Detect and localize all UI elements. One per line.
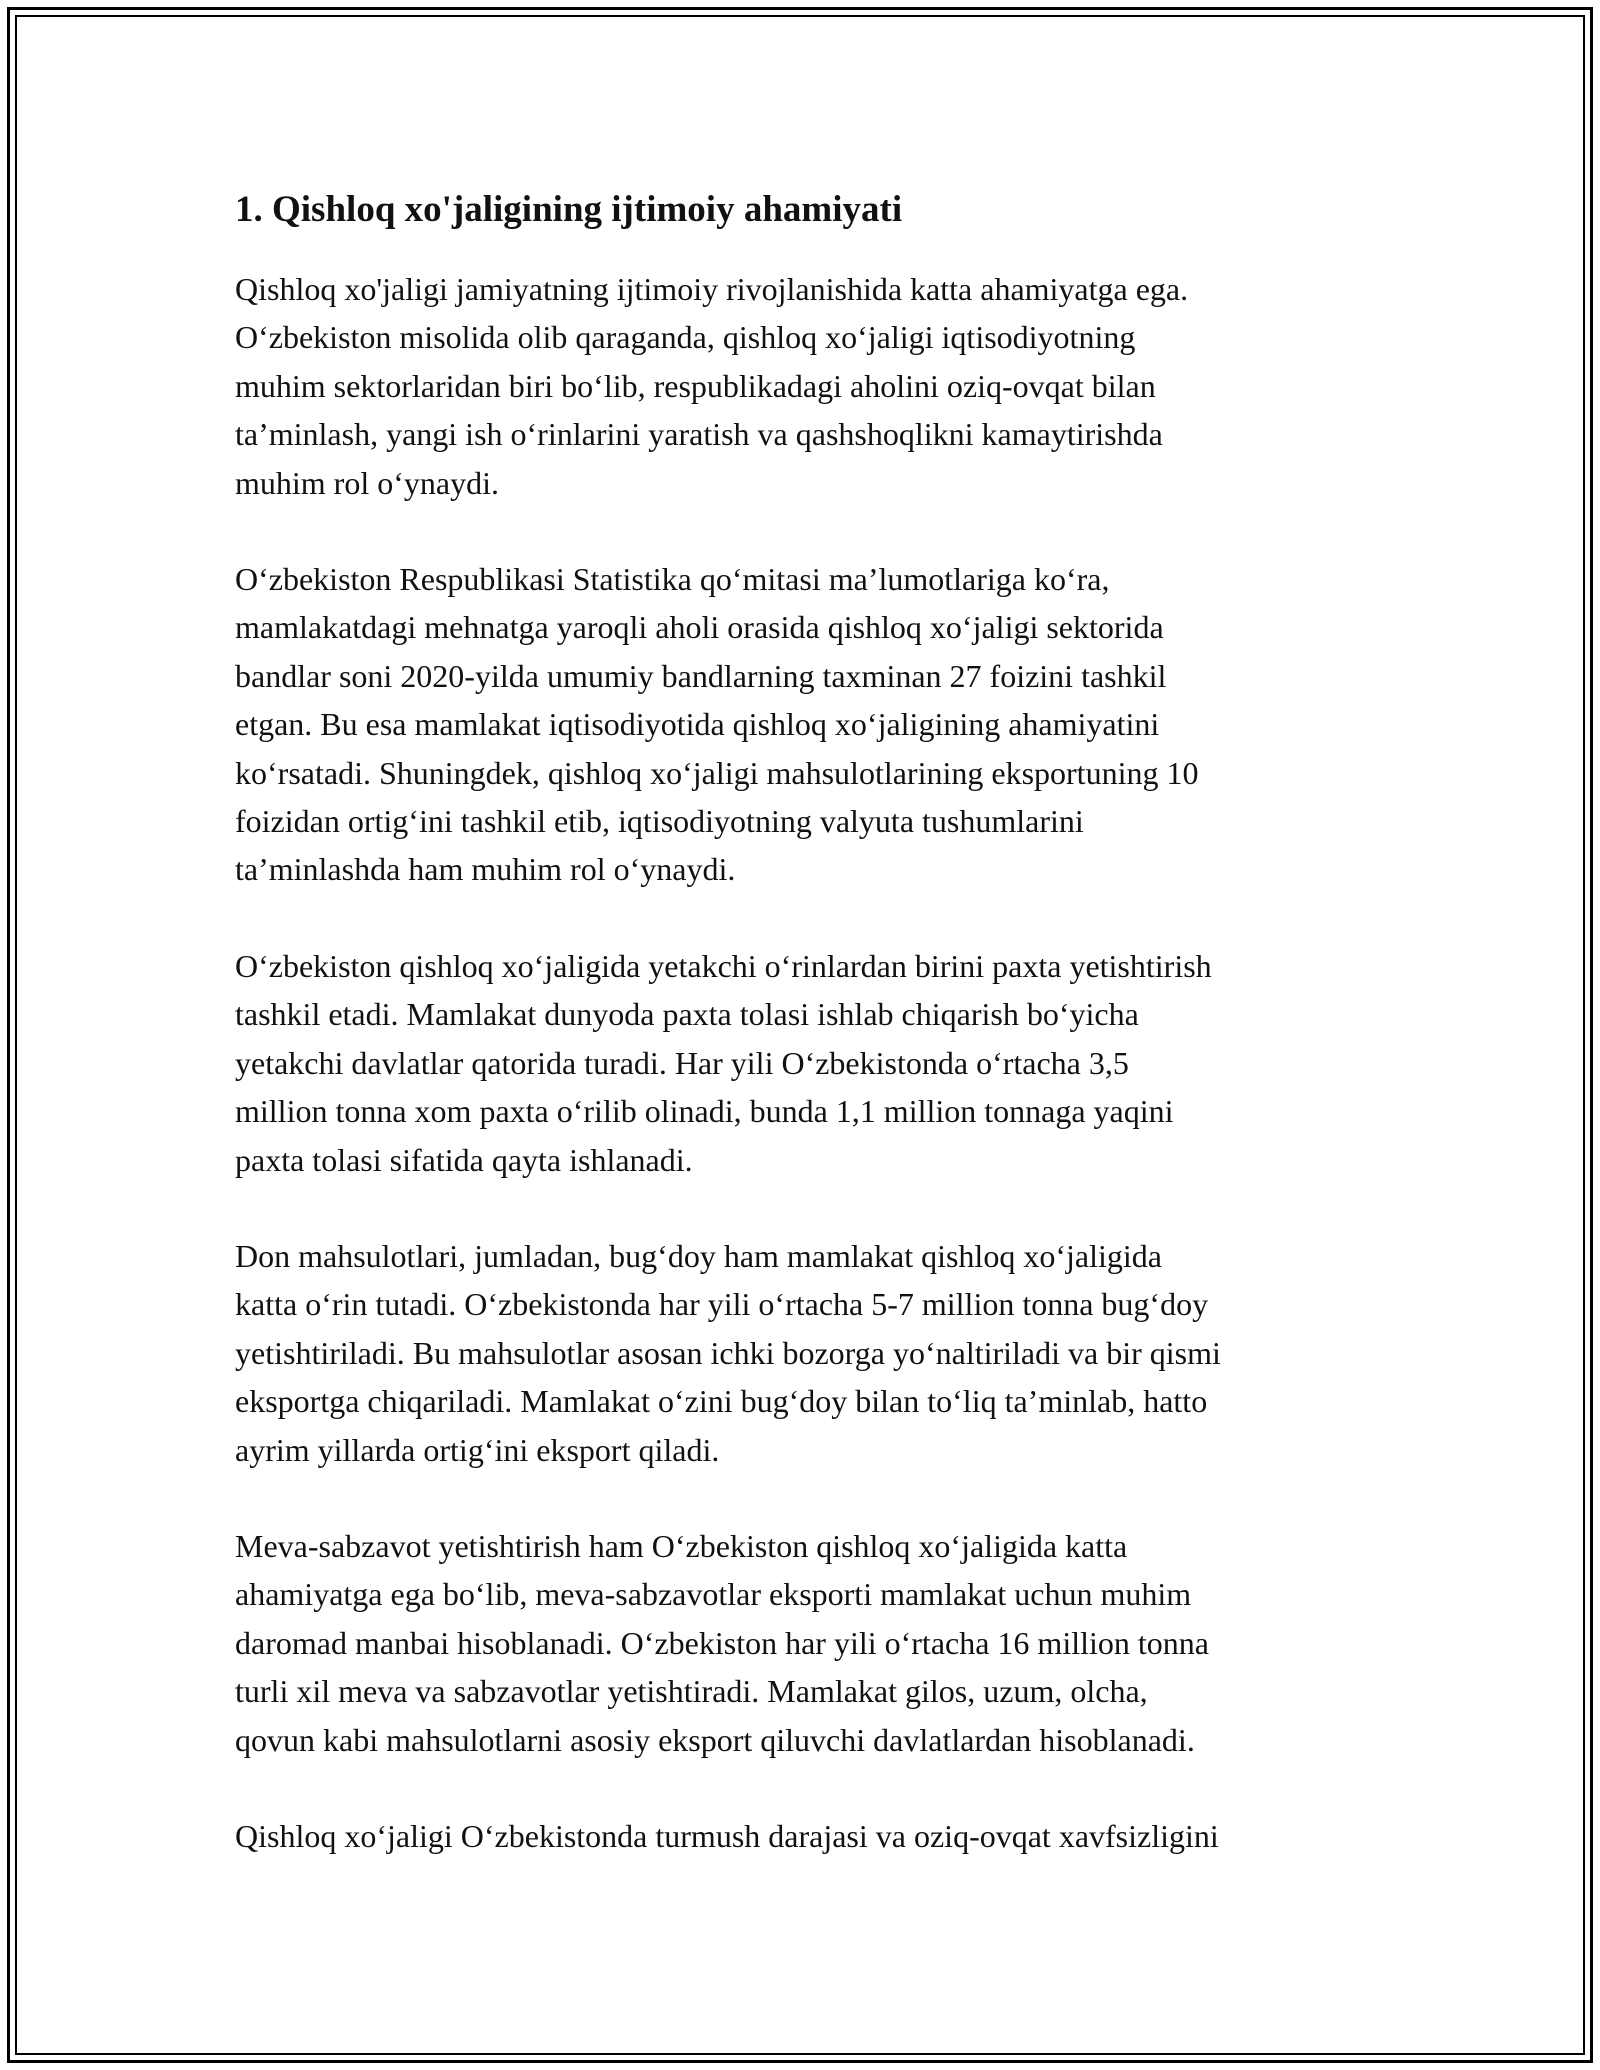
paragraph-3: Oʻzbekiston qishloq xoʻjaligida yetakchi oʻrinlardan birini paxta yetishtirish tashkil etadi. Mamlakat dunyoda paxta tolasi ishlab chiqarish boʻyicha yetakchi davlatlar qatorida turadi. Har yili Oʻzbekistonda oʻrtacha 3,5 million tonna xom paxta oʻrilib olinadi, bunda 1,1 million tonnaga yaqini paxta tolasi sifatida qayta ishlanadi. — [235, 947, 1212, 1178]
paragraph-4: Don mahsulotlari, jumladan, bugʻdoy ham mamlakat qishloq xoʻjaligida katta oʻrin tutadi. Oʻzbekistonda har yili oʻrtacha 5-7 million tonna bugʻdoy yetishtiriladi. Bu mahsulotlar asosan ichki bozorga yoʻnaltiriladi va bir qismi eksportga chiqariladi. Mamlakat oʻzini bugʻdoy bilan toʻliq taʼminlab, hatto ayrim yillarda ortigʻini eksport qiladi. — [235, 1237, 1221, 1468]
paragraph-6: Qishloq xoʻjaligi Oʻzbekistonda turmush darajasi va oziq-ovqat xavfsizligini — [235, 1817, 1219, 1854]
paragraph-2: Oʻzbekiston Respublikasi Statistika qoʻmitasi maʼlumotlariga koʻra, mamlakatdagi mehnatga yaroqli aholi orasida qishloq xoʻjaligi sektorida bandlar soni 2020-yilda umumiy bandlarning taxminan 27 foizini tashkil etgan. Bu esa mamlakat iqtisodiyotida qishloq xoʻjaligining ahamiyatini koʻrsatadi. Shuningdek, qishloq xoʻjaligi mahsulotlarining eksportuning 10 foizidan ortigʻini tashkil etib, iqtisodiyotning valyuta tushumlarini taʼminlashda ham muhim rol oʻynaydi. — [235, 561, 1199, 888]
document-body — [235, 185, 1385, 1908]
paragraph-1: Qishloq xo'jaligi jamiyatning ijtimoiy rivojlanishida katta ahamiyatga ega. Oʻzbekiston misolida olib qaraganda, qishloq xoʻjaligi iqtisodiyotning muhim sektorlaridan biri boʻlib, respublikadagi aholini oziq-ovqat bilan taʼminlash, yangi ish oʻrinlarini yaratish va qashshoqlikni kamaytirishda muhim rol oʻynaydi. — [235, 271, 1189, 501]
paragraph-5: Meva-sabzavot yetishtirish ham Oʻzbekiston qishloq xoʻjaligida katta ahamiyatga ega boʻlib, meva-sabzavotlar eksporti mamlakat uchun muhim daromad manbai hisoblanadi. Oʻzbekiston har yili oʻrtacha 16 million tonna turli xil meva va sabzavotlar yetishtiradi. Mamlakat gilos, uzum, olcha, qovun kabi mahsulotlarni asosiy eksport qiluvchi davlatlardan hisoblanadi. — [235, 1527, 1209, 1758]
section-heading: 1. Qishloq xo'jaligining ijtimoiy ahamiyati — [235, 189, 903, 230]
